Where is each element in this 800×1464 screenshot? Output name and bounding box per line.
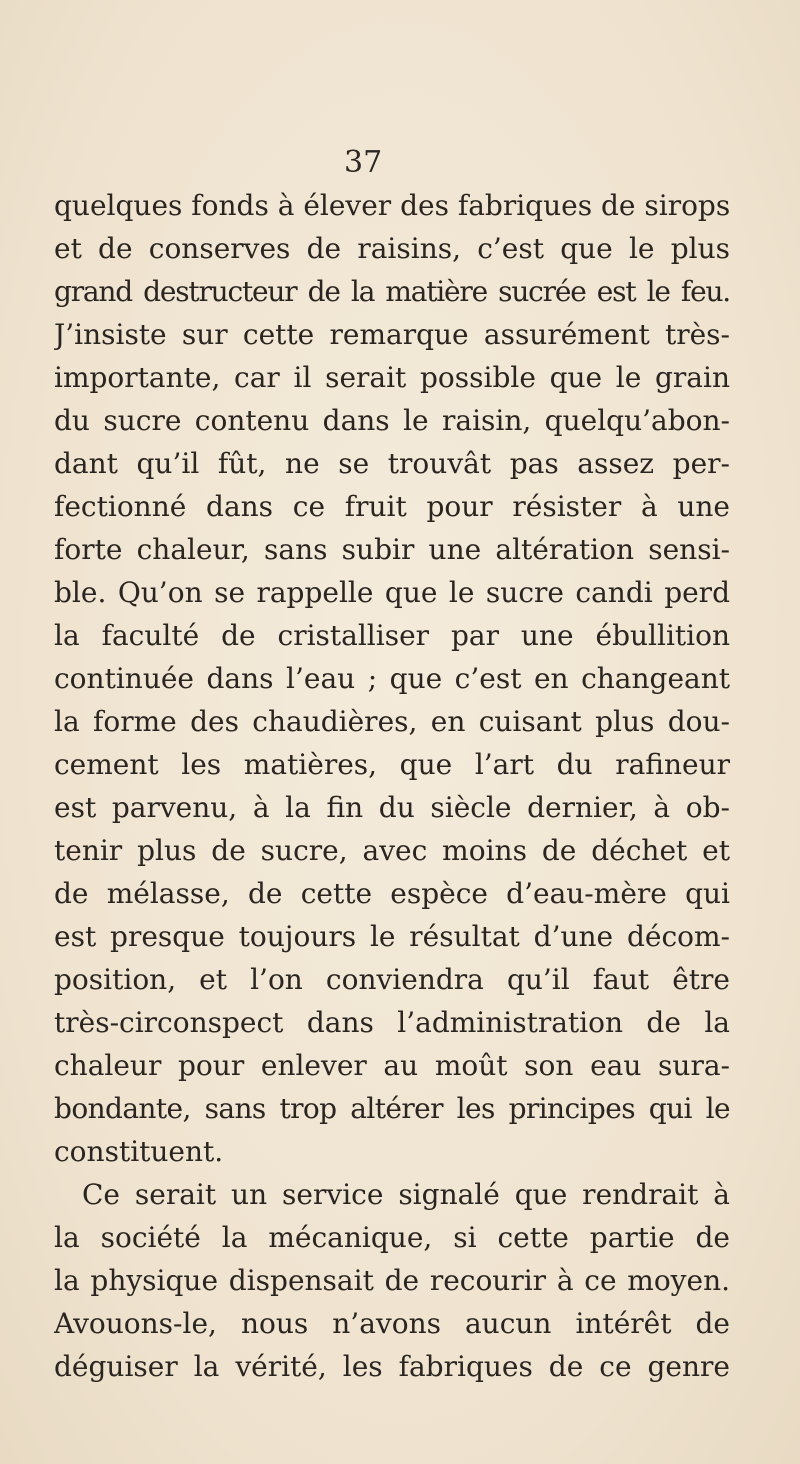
text-line: fectionné dans ce fruit pour résister à une (54, 490, 730, 523)
text-line: déguiser la vérité, les fabriques de ce genre (54, 1350, 730, 1383)
text-line: la société la mécanique, si cette partie de (54, 1221, 730, 1254)
text-line: est presque toujours le résultat d’une décom- (54, 920, 730, 953)
text-line: la faculté de cristalliser par une ébullition (54, 619, 730, 652)
text-line: est parvenu, à la fin du siècle dernier, à ob- (54, 791, 730, 824)
text-line: dant qu’il fût, ne se trouvât pas assez per- (54, 447, 730, 480)
page-number: 37 (344, 145, 383, 180)
text-line: et de conserves de raisins, c’est que le plus (54, 232, 730, 265)
text-line: la physique dispensait de recourir à ce moyen. (54, 1264, 730, 1297)
text-line: Avouons-le, nous n’avons aucun intérêt de (54, 1307, 730, 1340)
text-line: quelques fonds à élever des fabriques de sirops (54, 189, 730, 222)
body-text (54, 184, 730, 1388)
paragraph-2 (54, 1173, 730, 1388)
text-line: constituent. (54, 1135, 224, 1168)
text-line: forte chaleur, sans subir une altération sensi- (54, 533, 730, 566)
text-line: de mélasse, de cette espèce d’eau-mère qui (54, 877, 730, 910)
text-line: continuée dans l’eau ; que c’est en changeant (54, 662, 730, 695)
text-line: ble. Qu’on se rappelle que le sucre candi perd (54, 576, 730, 609)
text-line: position, et l’on conviendra qu’il faut être (54, 963, 730, 996)
text-line: chaleur pour enlever au moût son eau sura- (54, 1049, 730, 1082)
text-line: Ce serait un service signalé que rendrait à (82, 1178, 730, 1211)
text-line: grand destructeur de la matière sucrée est le feu. (54, 275, 730, 308)
text-line: importante, car il serait possible que le grain (54, 361, 730, 394)
text-line: bondante, sans trop altérer les principes qui le (54, 1092, 730, 1125)
paragraph-1 (54, 184, 730, 1173)
text-line: cement les matières, que l’art du rafineur (54, 748, 730, 781)
text-line: tenir plus de sucre, avec moins de déchet et (54, 834, 730, 867)
text-line: du sucre contenu dans le raisin, quelqu’abon- (54, 404, 730, 437)
text-line: J’insiste sur cette remarque assurément très- (54, 318, 730, 351)
text-line: très-circonspect dans l’administration de la (54, 1006, 730, 1039)
text-line: la forme des chaudières, en cuisant plus dou- (54, 705, 730, 738)
